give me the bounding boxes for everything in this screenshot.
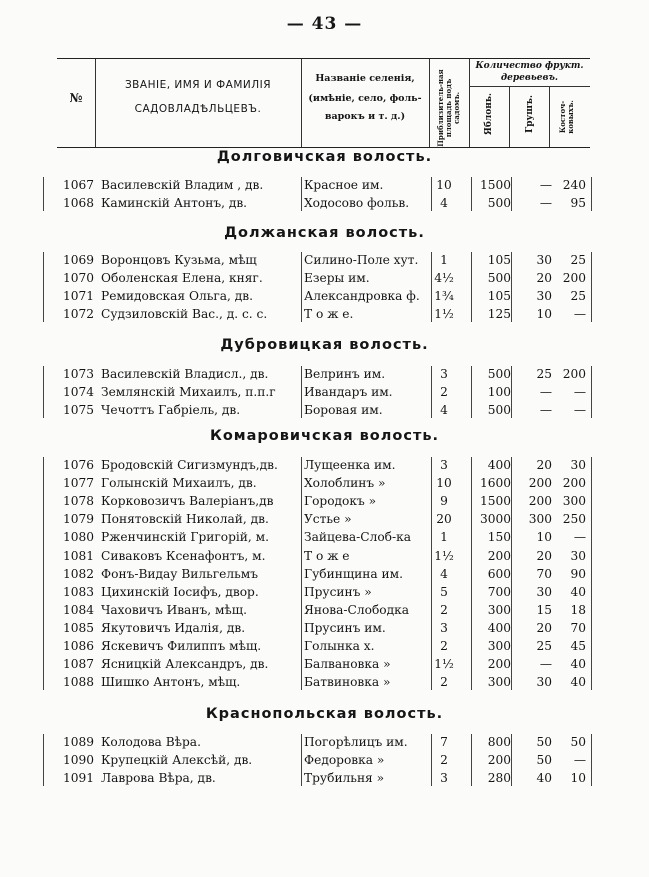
cell-pears: 25 — [536, 639, 552, 653]
cell-apples: 200 — [487, 657, 511, 672]
cell-apples: 500 — [487, 271, 511, 286]
cell-area: 2 — [440, 602, 448, 617]
cell-plums: — — [573, 307, 586, 322]
cell-num: 1073 — [62, 367, 94, 381]
header-plums: Косточ-ковыхъ. — [558, 100, 575, 134]
cell-apples: 500 — [487, 196, 511, 211]
cell-village: Зайцева-Слоб-ка — [304, 530, 412, 545]
cell-apples: 300 — [487, 602, 511, 617]
cell-plums: 95 — [570, 196, 586, 211]
cell-name: Воронцовъ Кузьма, мѣщ — [101, 253, 257, 267]
cell-pears: 30 — [536, 253, 552, 267]
cell-area: 9 — [440, 494, 448, 509]
cell-num: 1082 — [62, 566, 94, 581]
column-rule — [43, 457, 44, 690]
cell-area: 2 — [440, 753, 448, 768]
cell-area: 3 — [440, 771, 448, 786]
header-num: № — [69, 91, 83, 105]
cell-apples: 300 — [487, 639, 511, 653]
column-rule — [591, 457, 592, 690]
cell-num: 1088 — [62, 675, 94, 690]
cell-plums: — — [573, 403, 586, 418]
cell-village: Езеры им. — [304, 271, 370, 286]
cell-plums: 200 — [562, 271, 586, 286]
column-rule — [43, 252, 44, 322]
cell-plums: 200 — [562, 367, 586, 381]
cell-apples: 1500 — [479, 494, 511, 509]
table-header — [57, 58, 590, 148]
cell-apples: 500 — [487, 403, 511, 418]
cell-village: Балвановка » — [304, 657, 391, 672]
cell-area: 3 — [440, 458, 448, 472]
cell-village: Прусинъ им. — [304, 620, 386, 635]
cell-name: Оболенская Елена, княг. — [101, 271, 263, 286]
cell-apples: 280 — [487, 771, 511, 786]
column-rule — [471, 252, 472, 322]
cell-name: Ремидовская Ольга, дв. — [101, 289, 253, 304]
header-area: Приблизитель-ная площадь подъ садомъ. — [436, 69, 461, 147]
cell-plums: 40 — [570, 675, 586, 690]
column-rule — [301, 252, 302, 322]
cell-name: Судзиловскій Вас., д. с. с. — [101, 307, 268, 322]
cell-apples: 500 — [487, 367, 511, 381]
cell-pears: 20 — [536, 458, 552, 472]
cell-plums: 300 — [562, 494, 586, 509]
cell-village: Федоровка » — [304, 753, 385, 768]
cell-area: 1 — [440, 530, 448, 545]
section-title: Должанская волость. — [224, 225, 425, 241]
cell-name: Шишко Антонъ, мѣщ. — [101, 675, 241, 690]
cell-num: 1068 — [62, 196, 94, 211]
cell-name: Лаврова Вѣра, дв. — [101, 771, 216, 786]
cell-num: 1078 — [62, 494, 94, 509]
column-rule — [471, 457, 472, 690]
cell-plums: 30 — [570, 548, 586, 563]
cell-num: 1083 — [62, 584, 94, 599]
cell-num: 1085 — [62, 620, 94, 635]
cell-plums: — — [573, 530, 586, 545]
cell-num: 1091 — [62, 771, 94, 786]
cell-apples: 800 — [487, 735, 511, 749]
cell-pears: — — [539, 196, 552, 211]
header-village-line1: Названіе селенія, — [315, 73, 415, 84]
column-rule — [431, 177, 432, 211]
cell-name: Цихинскій Іосифъ, двор. — [101, 584, 259, 599]
column-rule — [591, 252, 592, 322]
cell-num: 1086 — [62, 639, 94, 653]
cell-plums: — — [573, 385, 586, 400]
header-pears: Грушъ. — [525, 95, 535, 133]
cell-area: 2 — [440, 385, 448, 400]
cell-pears: 50 — [536, 753, 552, 768]
column-rule — [431, 366, 432, 418]
cell-name: Василевскій Владисл., дв. — [101, 367, 269, 381]
cell-num: 1084 — [62, 602, 94, 617]
header-owner-line2: САДОВЛАДѢЛЬЦЕВЪ. — [134, 103, 262, 115]
cell-name: Ясницкій Александръ, дв. — [101, 657, 269, 672]
cell-village: Александровка ф. — [304, 289, 420, 304]
cell-apples: 150 — [487, 530, 511, 545]
cell-village: Батвиновка » — [304, 675, 391, 690]
cell-plums: 40 — [570, 584, 586, 599]
cell-apples: 1600 — [479, 476, 511, 491]
cell-pears: 25 — [536, 367, 552, 381]
column-rule — [301, 366, 302, 418]
cell-plums: 45 — [570, 639, 586, 653]
cell-name: Колодова Вѣра. — [101, 735, 201, 749]
cell-area: 1½ — [434, 307, 454, 322]
cell-apples: 3000 — [479, 512, 511, 527]
cell-pears: 10 — [536, 530, 552, 545]
cell-village: Янова-Слободка — [304, 602, 410, 617]
cell-plums: 25 — [570, 253, 586, 267]
cell-plums: — — [573, 753, 586, 768]
cell-apples: 105 — [487, 253, 511, 267]
cell-area: 4 — [440, 196, 448, 211]
column-rule — [301, 177, 302, 211]
cell-name: Якутовичъ Идалія, дв. — [101, 620, 246, 635]
cell-num: 1090 — [62, 753, 94, 768]
cell-village: Голынка х. — [304, 639, 375, 653]
cell-num: 1076 — [62, 458, 94, 472]
column-rule — [591, 177, 592, 211]
cell-pears: — — [539, 178, 552, 192]
column-rule — [43, 366, 44, 418]
cell-pears: 40 — [536, 771, 552, 786]
cell-pears: — — [539, 403, 552, 418]
cell-pears: 200 — [528, 494, 552, 509]
cell-num: 1079 — [62, 512, 94, 527]
cell-pears: 30 — [536, 675, 552, 690]
cell-village: Прусинъ » — [304, 584, 372, 599]
cell-apples: 100 — [487, 385, 511, 400]
cell-village: Погорѣлицъ им. — [304, 735, 408, 749]
cell-area: 10 — [436, 476, 452, 491]
cell-area: 2 — [440, 639, 448, 653]
cell-apples: 400 — [487, 458, 511, 472]
column-rule — [471, 734, 472, 786]
cell-plums: 30 — [570, 458, 586, 472]
cell-num: 1089 — [62, 735, 94, 749]
cell-pears: 15 — [536, 602, 552, 617]
column-rule — [431, 252, 432, 322]
cell-apples: 300 — [487, 675, 511, 690]
cell-num: 1087 — [62, 657, 94, 672]
column-rule — [471, 366, 472, 418]
cell-plums: 18 — [570, 602, 586, 617]
cell-apples: 1500 — [479, 178, 511, 192]
cell-village: Ходосово фольв. — [304, 196, 410, 211]
section-title: Дубровицкая волость. — [220, 337, 429, 353]
cell-pears: — — [539, 657, 552, 672]
cell-village: Т о ж е — [304, 548, 350, 563]
header-owner-line1: ЗВАНІЕ, ИМЯ И ФАМИЛІЯ — [124, 79, 272, 91]
cell-num: 1080 — [62, 530, 94, 545]
cell-name: Крупецкій Алексѣй, дв. — [101, 753, 253, 768]
cell-apples: 200 — [487, 753, 511, 768]
cell-area: 1 — [440, 253, 448, 267]
cell-pears: 300 — [528, 512, 552, 527]
cell-pears: — — [539, 385, 552, 400]
column-rule — [43, 734, 44, 786]
cell-area: 3 — [440, 367, 448, 381]
cell-name: Землянскій Михаилъ, п.п.г — [101, 385, 276, 400]
column-rule — [511, 252, 512, 322]
cell-num: 1081 — [62, 548, 94, 563]
cell-pears: 50 — [536, 735, 552, 749]
cell-num: 1072 — [62, 307, 94, 322]
section-title: Комаровичская волость. — [209, 428, 440, 444]
cell-pears: 30 — [536, 289, 552, 304]
cell-pears: 200 — [528, 476, 552, 491]
cell-num: 1071 — [62, 289, 94, 304]
cell-pears: 70 — [536, 566, 552, 581]
cell-area: 1½ — [434, 548, 454, 563]
cell-village: Велринъ им. — [304, 367, 386, 381]
cell-village: Боровая им. — [304, 403, 383, 418]
cell-area: 1½ — [434, 657, 454, 672]
cell-name: Сиваковъ Ксенафонтъ, м. — [101, 548, 266, 563]
cell-village: Трубильня » — [304, 771, 385, 786]
page-number: — 43 — — [286, 14, 363, 34]
column-rule — [301, 457, 302, 690]
cell-area: 2 — [440, 675, 448, 690]
cell-village: Красное им. — [304, 178, 384, 192]
cell-pears: 30 — [536, 584, 552, 599]
cell-area: 1¾ — [434, 289, 454, 304]
cell-num: 1075 — [62, 403, 94, 418]
cell-area: 4 — [440, 566, 448, 581]
cell-plums: 250 — [562, 512, 586, 527]
cell-plums: 10 — [570, 771, 586, 786]
cell-num: 1070 — [62, 271, 94, 286]
cell-area: 4 — [440, 403, 448, 418]
column-rule — [511, 734, 512, 786]
cell-area: 4½ — [434, 271, 454, 286]
cell-village: Лущеенка им. — [304, 458, 396, 472]
column-rule — [43, 177, 44, 211]
column-rule — [431, 734, 432, 786]
cell-name: Чечоттъ Габріель, дв. — [101, 403, 241, 418]
cell-area: 10 — [436, 178, 452, 192]
cell-num: 1067 — [62, 178, 94, 192]
cell-apples: 125 — [487, 307, 511, 322]
cell-name: Василевскій Владим , дв. — [101, 178, 264, 192]
cell-area: 7 — [440, 735, 448, 749]
section-title: Долговичская волость. — [216, 149, 433, 165]
cell-pears: 10 — [536, 307, 552, 322]
column-rule — [431, 457, 432, 690]
cell-plums: 90 — [570, 566, 586, 581]
cell-name: Понятовскій Николай, дв. — [101, 512, 269, 527]
cell-plums: 50 — [570, 735, 586, 749]
column-rule — [301, 734, 302, 786]
column-rule — [591, 734, 592, 786]
column-rule — [511, 457, 512, 690]
cell-apples: 600 — [487, 566, 511, 581]
section-title: Краснопольская волость. — [205, 706, 444, 722]
header-count-title-line1: Количество фрукт. — [475, 61, 584, 71]
cell-plums: 25 — [570, 289, 586, 304]
cell-apples: 400 — [487, 620, 511, 635]
cell-name: Рженчинскій Григорій, м. — [101, 530, 270, 545]
cell-num: 1074 — [62, 385, 94, 400]
cell-plums: 70 — [570, 620, 586, 635]
cell-village: Городокъ » — [304, 494, 377, 509]
cell-village: Устье » — [304, 512, 352, 527]
cell-plums: 200 — [562, 476, 586, 491]
header-count-title-line2: деревьевъ. — [500, 73, 559, 83]
column-rule — [511, 177, 512, 211]
header-apples: Яблонь. — [484, 92, 494, 136]
cell-apples: 200 — [487, 548, 511, 563]
header-village-line2: (имѣніе, село, фоль- — [308, 93, 422, 104]
cell-village: Губинщина им. — [304, 566, 404, 581]
cell-village: Силино-Поле хут. — [304, 253, 419, 267]
column-rule — [471, 177, 472, 211]
cell-pears: 20 — [536, 271, 552, 286]
cell-village: Ивандаръ им. — [304, 385, 393, 400]
cell-plums: 40 — [570, 657, 586, 672]
cell-name: Яскевичъ Филиппъ мѣщ. — [101, 639, 262, 653]
cell-num: 1069 — [62, 253, 94, 267]
cell-name: Фонъ-Видау Вильгельмъ — [101, 566, 259, 581]
cell-pears: 20 — [536, 548, 552, 563]
cell-name: Чаховичъ Иванъ, мѣщ. — [101, 602, 247, 617]
cell-village: Т о ж е. — [304, 307, 354, 322]
cell-name: Каминскій Антонъ, дв. — [101, 196, 248, 211]
cell-name: Корковозичъ Валеріанъ,дв — [101, 494, 274, 509]
cell-village: Холоблинъ » — [304, 476, 386, 491]
cell-area: 5 — [440, 584, 448, 599]
cell-apples: 700 — [487, 584, 511, 599]
cell-apples: 105 — [487, 289, 511, 304]
cell-plums: 240 — [562, 178, 586, 192]
header-village-line3: варокъ и т. д.) — [324, 111, 406, 122]
cell-pears: 20 — [536, 620, 552, 635]
column-rule — [591, 366, 592, 418]
cell-name: Бродовскій Сигизмундъ,дв. — [101, 458, 278, 472]
cell-name: Голынскій Михаилъ, дв. — [101, 476, 257, 491]
cell-area: 3 — [440, 620, 448, 635]
cell-area: 20 — [436, 512, 452, 527]
column-rule — [511, 366, 512, 418]
cell-num: 1077 — [62, 476, 94, 491]
